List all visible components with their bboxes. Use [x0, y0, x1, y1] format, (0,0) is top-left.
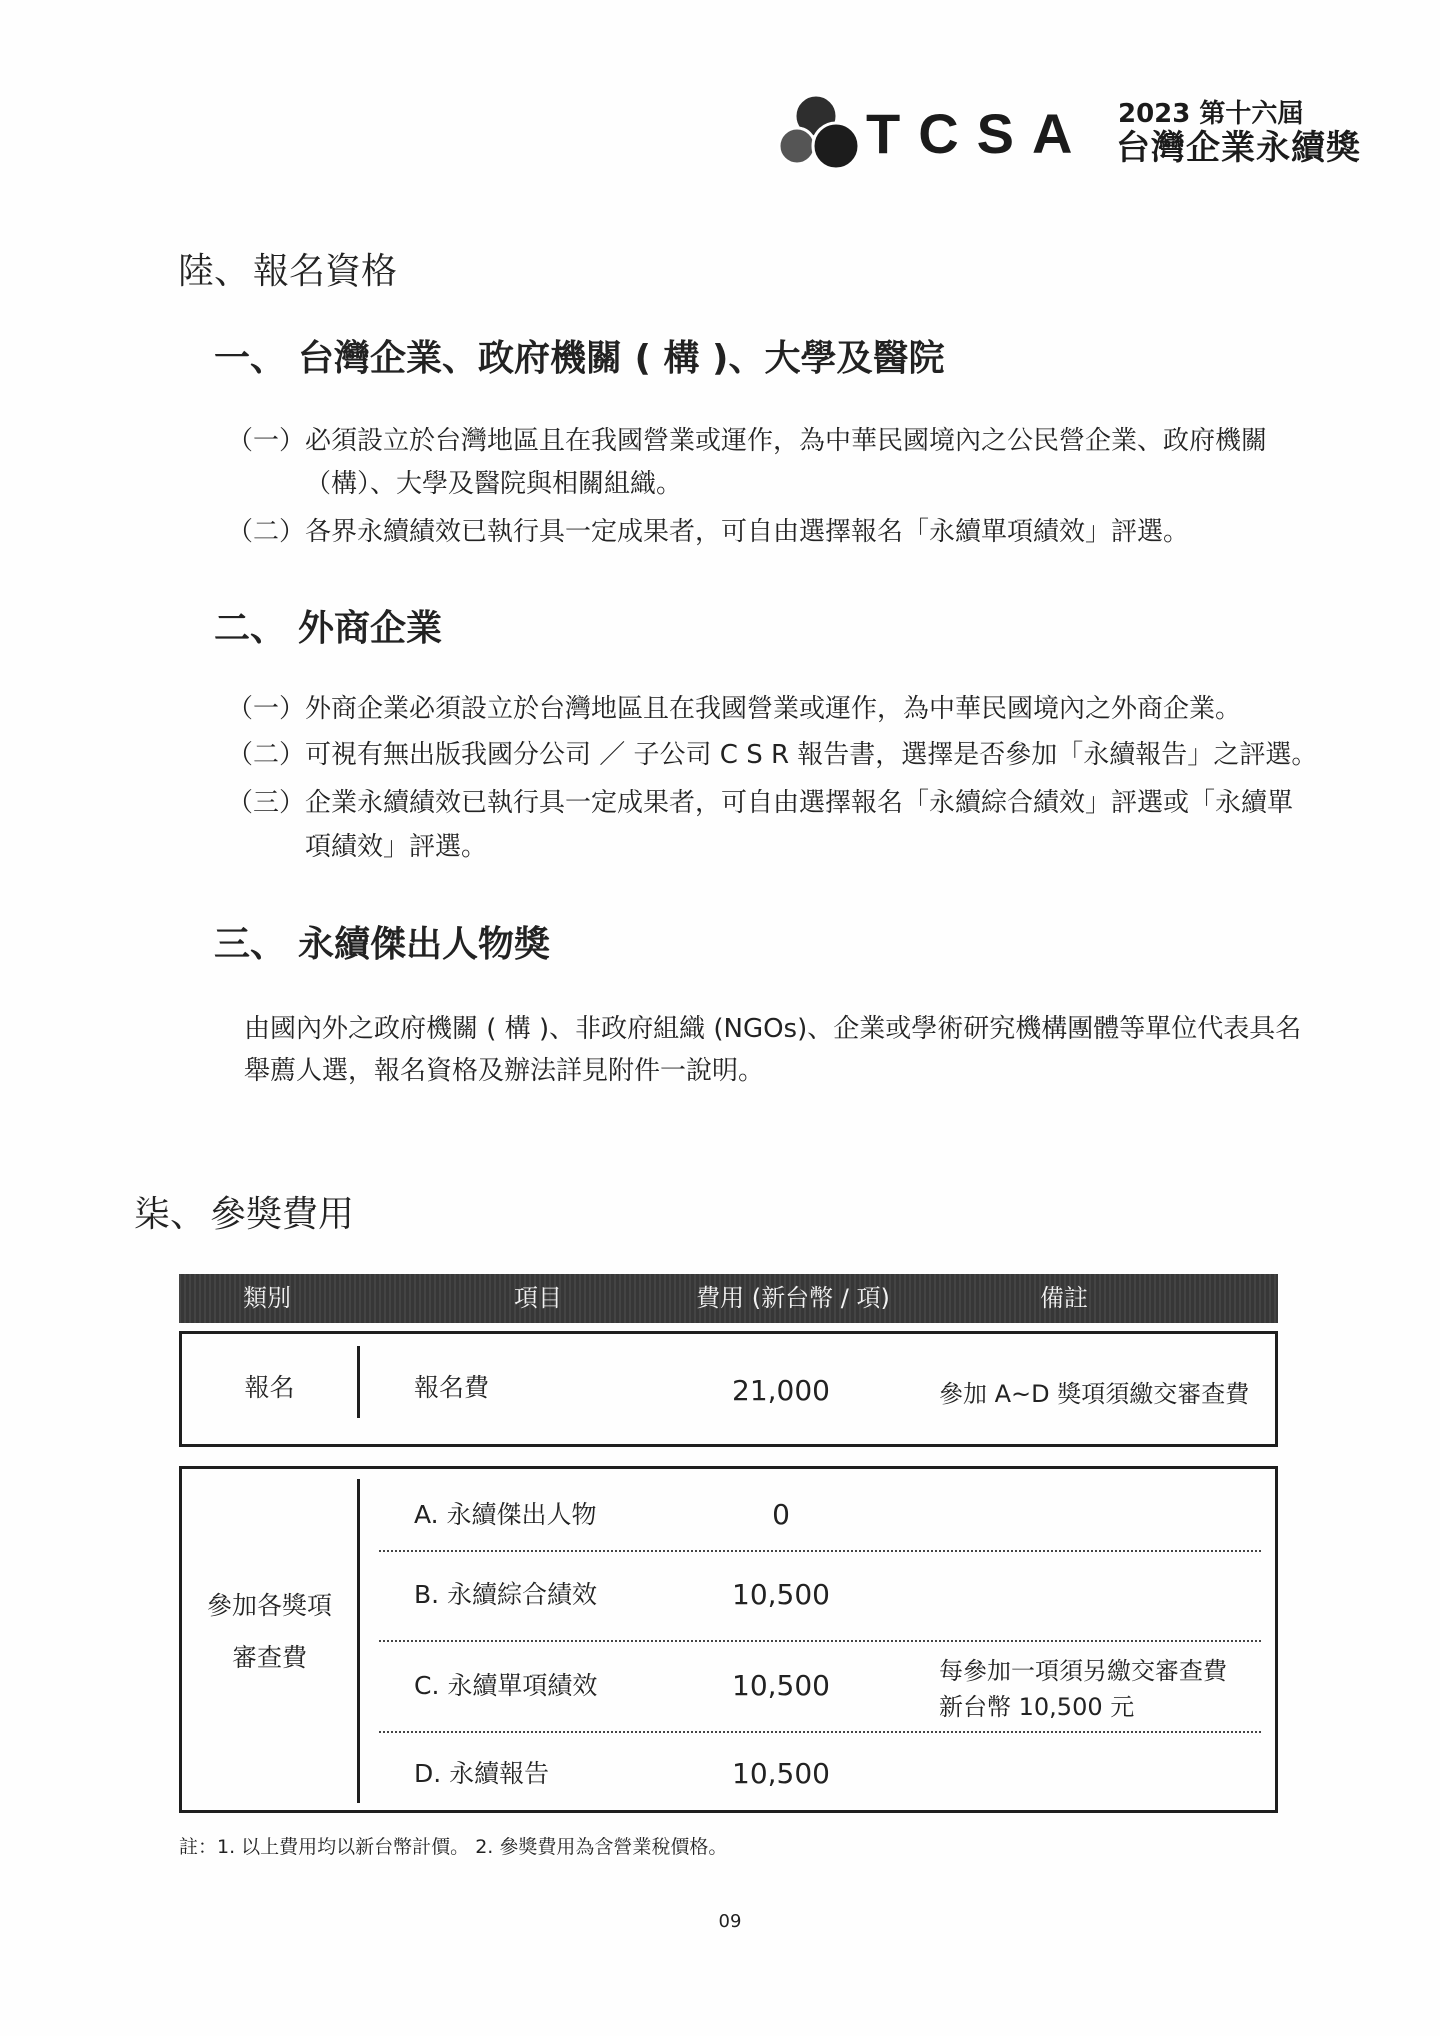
cell-note: 新台幣 10,500 元 [939, 1693, 1135, 1721]
subsection-title: 永續傑出人物獎 [298, 924, 551, 965]
cell-note: 參加 A~D 獎項須繳交審查費 [939, 1380, 1250, 1408]
table-header-cell-item: 項目 [514, 1284, 562, 1312]
cell-fee: 10,500 [732, 1578, 830, 1611]
cell-fee: 10,500 [732, 1669, 830, 1702]
cell-item: C. 永續單項績效 [414, 1671, 598, 1700]
subsection-number: 一、 [214, 338, 287, 379]
row-separator [379, 1731, 1261, 1733]
subsection-number: 二、 [214, 608, 287, 649]
cell-item: B. 永續綜合績效 [414, 1580, 598, 1609]
subsection-number: 三、 [214, 924, 287, 965]
list-item-label: （一） [227, 426, 306, 456]
list-item-text: 外商企業必須設立於台灣地區且在我國營業或運作，為中華民國境內之外商企業。 [305, 694, 1242, 724]
page-number: 09 [718, 1911, 742, 1932]
cell-fee: 10,500 [732, 1757, 830, 1790]
column-divider [357, 1346, 360, 1418]
section-title: 報名資格 [253, 251, 398, 292]
award-name: 台灣企業永續獎 [1116, 128, 1361, 168]
paragraph-line: 舉薦人選，報名資格及辦法詳見附件一說明。 [244, 1056, 765, 1086]
list-item-text: 各界永續績效已執行具一定成果者，可自由選擇報名「永續單項績效」評選。 [305, 517, 1190, 547]
table-group-review-fees [179, 1466, 1278, 1813]
section-number: 陸、 [178, 251, 251, 292]
fee-table-header [179, 1274, 1278, 1323]
table-header-cell-note: 備註 [1040, 1284, 1088, 1312]
list-item-text: 項績效」評選。 [305, 832, 488, 862]
cell-note: 每參加一項須另繳交審查費 [939, 1657, 1227, 1685]
table-header-cell-fee: 費用 (新台幣 / 項) [696, 1284, 890, 1312]
column-divider [357, 1479, 360, 1803]
cell-category: 報名 [244, 1373, 295, 1402]
table-header-cell-category: 類別 [243, 1284, 291, 1312]
list-item-text: 可視有無出版我國分公司 ／ 子公司 C S R 報告書，選擇是否參加「永續報告」之評選。 [305, 740, 1318, 770]
cell-item: 報名費 [414, 1373, 490, 1402]
list-item-label: （二） [227, 740, 306, 770]
section-number: 柒、 [134, 1194, 207, 1235]
cell-item: A. 永續傑出人物 [414, 1500, 597, 1529]
cell-category-line: 審查費 [231, 1643, 307, 1672]
section-title: 參獎費用 [210, 1194, 355, 1235]
table-footnote: 註：1. 以上費用均以新台幣計價。 2. 參獎費用為含營業稅價格。 [179, 1836, 728, 1858]
tcsa-logo-text: TCSA [866, 102, 1091, 165]
cell-fee: 21,000 [732, 1374, 830, 1407]
cell-category-line: 參加各獎項 [206, 1591, 332, 1620]
list-item-label: （二） [227, 517, 306, 547]
subsection-title: 台灣企業、政府機關 ( 構 )、大學及醫院 [298, 338, 945, 379]
list-item-label: （一） [227, 694, 306, 724]
list-item-text: 必須設立於台灣地區且在我國營業或運作，為中華民國境內之公民營企業、政府機關 [305, 426, 1268, 456]
row-separator [379, 1550, 1261, 1552]
row-separator [379, 1640, 1261, 1642]
cell-fee: 0 [772, 1498, 790, 1531]
table-row-registration [179, 1331, 1278, 1447]
paragraph-line: 由國內外之政府機關 ( 構 )、非政府組織 (NGOs)、企業或學術研究機構團體等單位代表具名 [244, 1014, 1302, 1044]
cell-item: D. 永續報告 [414, 1759, 550, 1788]
list-item-text: 企業永續績效已執行具一定成果者，可自由選擇報名「永續綜合績效」評選或「永續單 [305, 788, 1294, 818]
list-item-label: （三） [227, 788, 306, 818]
list-item-text: （構）、大學及醫院與相關組織。 [305, 469, 683, 499]
subsection-title: 外商企業 [298, 608, 443, 649]
tcsa-logo-circles-icon [775, 92, 865, 174]
award-edition: 2023 第十六屆 [1118, 99, 1304, 129]
